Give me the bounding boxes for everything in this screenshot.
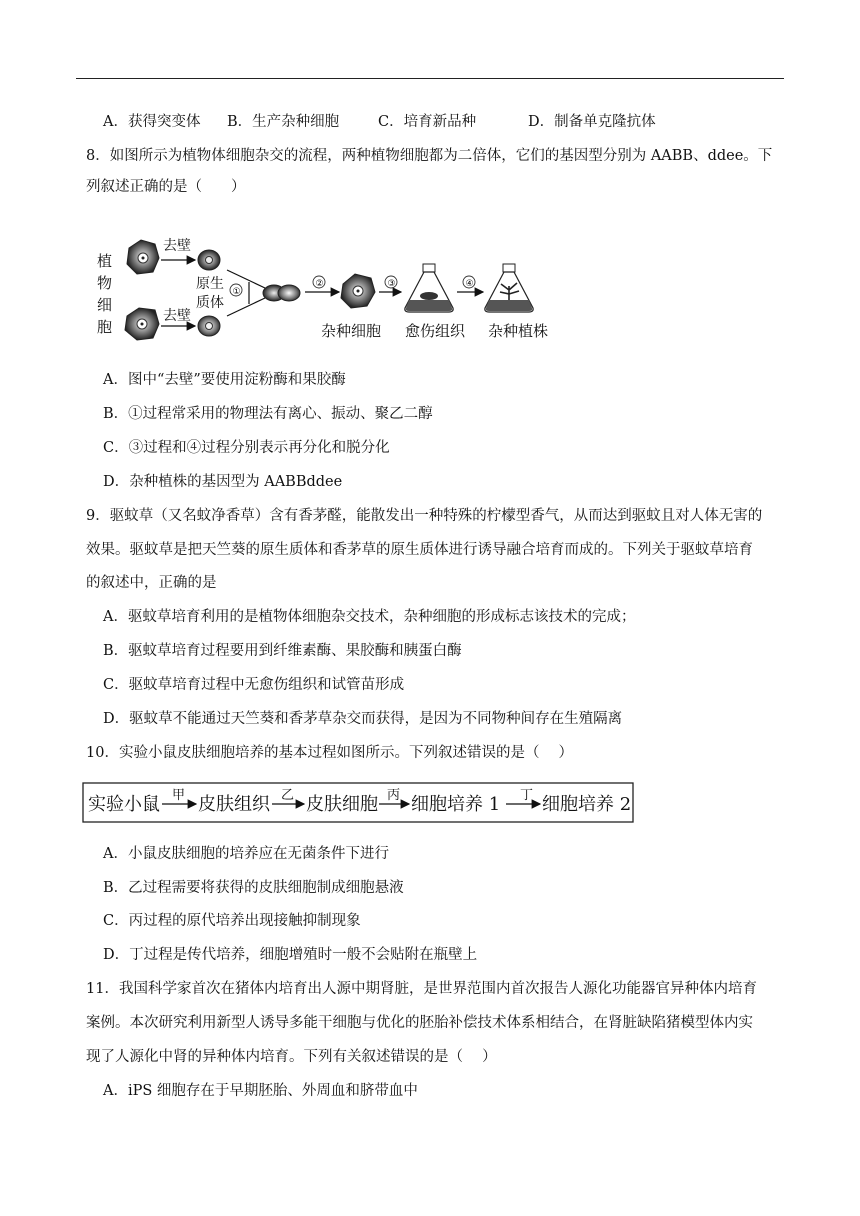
protoplast-label-2: 质体	[196, 295, 224, 311]
plant-cell-top	[127, 240, 159, 274]
hybrid-plant-label: 杂种植株	[488, 322, 549, 340]
q11-stem-line2: 案例。本次研究利用新型人诱导多能干细胞与优化的胚胎补偿技术体系相结合，在肾脏缺陷猪模型体内实	[86, 1015, 753, 1031]
q9-stem-line1: 9．驱蚊草（又名蚊净香草）含有香茅醛，能散发出一种特殊的柠檬型香气，从而达到驱蚊且对人体无害的	[86, 508, 763, 524]
header-rule	[76, 78, 784, 79]
q11-stem-line3: 现了人源化中肾的异种体内培育。下列有关叙述错误的是（ ）	[86, 1049, 497, 1065]
q9-stem-line2: 效果。驱蚊草是把天竺葵的原生质体和香茅草的原生质体进行诱导融合培育而成的。下列关于驱蚊草培育	[86, 542, 753, 558]
q8-figure	[95, 228, 575, 348]
q7-option-b: B．生产杂种细胞	[227, 114, 340, 130]
q10-option-a: A．小鼠皮肤细胞的培养应在无菌条件下进行	[103, 846, 389, 862]
q10-option-d: D．丁过程是传代培养，细胞增殖时一般不会贴附在瓶壁上	[103, 947, 478, 963]
flow-node-1: 实验小鼠	[88, 794, 160, 815]
q8-stem-line1: 8．如图所示为植物体细胞杂交的流程，两种植物细胞都为二倍体，它们的基因型分别为 AABB、ddee。下	[86, 148, 773, 164]
q8-option-d: D．杂种植株的基因型为 AABBddee	[103, 474, 343, 490]
callus-label: 愈伤组织	[405, 322, 466, 340]
step3-label: ③	[387, 279, 396, 289]
q8-option-b: B．①过程常采用的物理法有离心、振动、聚乙二醇	[103, 406, 433, 422]
flow-arrow-label-1: 甲	[172, 788, 186, 803]
flow-node-5: 细胞培养 2	[542, 794, 632, 815]
q10-stem: 10．实验小鼠皮肤细胞培养的基本过程如图所示。下列叙述错误的是（ ）	[86, 745, 574, 761]
converge-line-bottom	[227, 298, 265, 316]
side-label-3: 细	[97, 296, 113, 314]
plant-cell-bottom	[125, 308, 159, 340]
q9-option-c: C．驱蚊草培育过程中无愈伤组织和试管苗形成	[103, 677, 405, 693]
flow-node-3: 皮肤细胞	[306, 794, 378, 815]
q7-option-d: D．制备单克隆抗体	[528, 114, 656, 130]
q11-stem-line1: 11．我国科学家首次在猪体内培育出人源中期肾脏，是世界范围内首次报告人源化功能器官异种体内培育	[86, 981, 757, 997]
q7-option-a: A．获得突变体	[103, 114, 201, 130]
q11-option-a: A．iPS 细胞存在于早期胚胎、外周血和脐带血中	[103, 1083, 418, 1099]
remove-wall-label-bottom: 去壁	[163, 308, 191, 324]
protoplast-bottom	[198, 316, 220, 336]
hybrid-cell-label: 杂种细胞	[321, 322, 382, 340]
flow-arrow-label-3: 丙	[387, 788, 401, 803]
protoplast-label-1: 原生	[196, 276, 224, 292]
q8-option-c: C．③过程和④过程分别表示再分化和脱分化	[103, 440, 390, 456]
q8-stem-line2: 列叙述正确的是（ ）	[86, 179, 246, 195]
step2-label: ②	[315, 279, 324, 289]
step1-label: ①	[232, 287, 241, 297]
q9-stem-line3: 的叙述中，正确的是	[86, 575, 217, 591]
flow-node-4: 细胞培养 1	[411, 794, 501, 815]
step4-label: ④	[465, 279, 474, 289]
q7-option-c: C．培育新品种	[378, 114, 477, 130]
side-label-4: 胞	[97, 318, 113, 336]
q9-option-d: D．驱蚊草不能通过天竺葵和香茅草杂交而获得，是因为不同物种间存在生殖隔离	[103, 711, 623, 727]
remove-wall-label-top: 去壁	[163, 238, 191, 254]
q9-option-b: B．驱蚊草培育过程要用到纤维素酶、果胶酶和胰蛋白酶	[103, 643, 462, 659]
flow-arrow-label-2: 乙	[281, 788, 295, 803]
q10-option-c: C．丙过程的原代培养出现接触抑制现象	[103, 913, 361, 929]
q9-option-a: A．驱蚊草培育利用的是植物体细胞杂交技术，杂种细胞的形成标志该技术的完成；	[103, 609, 636, 625]
q10-option-b: B．乙过程需要将获得的皮肤细胞制成细胞悬液	[103, 880, 404, 896]
flow-arrow-label-4: 丁	[520, 788, 534, 803]
flow-node-2: 皮肤组织	[198, 794, 270, 815]
flask-callus	[405, 264, 453, 312]
hybrid-cell	[341, 274, 375, 308]
q10-figure	[82, 782, 634, 824]
fused-protoplasts	[263, 285, 300, 301]
side-label-1: 植	[97, 252, 113, 270]
protoplast-top	[198, 250, 220, 270]
q8-option-a: A．图中“去壁”要使用淀粉酶和果胶酶	[103, 372, 346, 388]
side-label-2: 物	[97, 274, 113, 292]
flask-plantlet	[485, 264, 533, 312]
